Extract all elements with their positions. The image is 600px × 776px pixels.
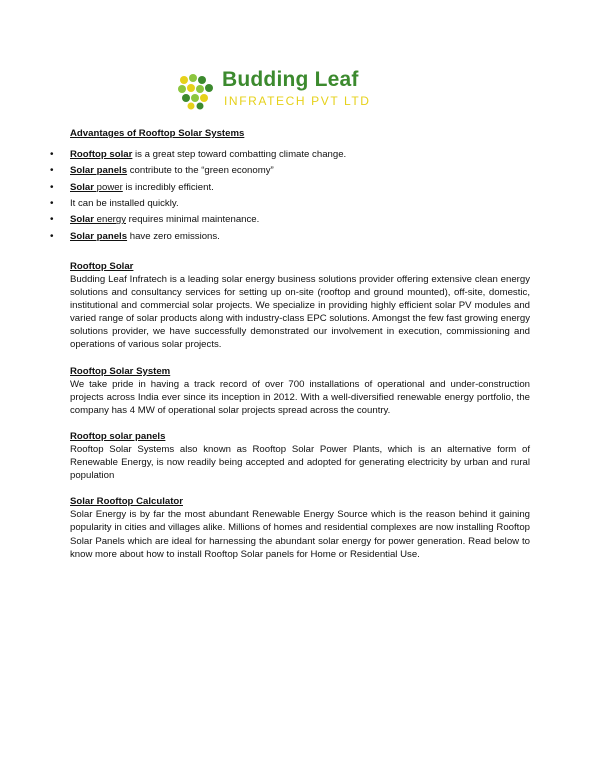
- leaf-dots-icon: [178, 74, 216, 110]
- list-item: [50, 230, 530, 246]
- logo-title: Budding Leaf: [222, 68, 359, 91]
- bullet-text: contribute to the “green economy”: [127, 165, 274, 177]
- section-body: Solar Energy is by far the most abundant Renewable Energy Source which is the reason behind it gaining popularity in cities and villages alike. Millions of homes and residential complexes are now installing Rooftop Solar Panels which are ideal for harnessing the abundant solar energy for power generation. Read below to know more about how to install Rooftop Solar panels for Home or Residential Use.: [70, 509, 530, 560]
- list-item: [50, 213, 530, 229]
- bullet-text: is incredibly efficient.: [122, 181, 214, 193]
- list-item: [50, 164, 530, 180]
- list-item: [50, 197, 530, 213]
- section-body: Budding Leaf Infratech is a leading solar energy business solutions provider offering extensive clean energy solutions and consultancy services for setting up on-site (rooftop and ground mounted), off-site, domestic, institutional and commercial solar projects. We specialize in providing highly efficient solar PV modules and varied range of solar products along with industry-class EPC solutions. Amongst the few fast growing energy solutions provider, we have successfully demonstrated our involvement in execution, commissioning and operations of various solar projects.: [70, 273, 530, 351]
- bullet-lead-link[interactable]: Solar: [70, 181, 94, 193]
- section-rooftop-solar-system: [70, 365, 530, 417]
- bullet-link[interactable]: power: [94, 181, 123, 193]
- section-title[interactable]: Solar Rooftop Calculator: [70, 496, 183, 508]
- bullet-lead-link[interactable]: Solar: [70, 214, 94, 226]
- section-solar-rooftop-calculator: [70, 495, 530, 560]
- bullet-text: have zero emissions.: [127, 230, 220, 242]
- bullet-text: requires minimal maintenance.: [126, 214, 260, 226]
- bullet-text: is a great step toward combatting climate change.: [132, 149, 347, 161]
- bullet-text: It can be installed quickly.: [70, 197, 179, 209]
- bullet-lead-link[interactable]: Solar panels: [70, 230, 128, 242]
- list-item: [50, 148, 530, 164]
- company-logo: [178, 70, 388, 114]
- logo-subtitle: INFRATECH PVT LTD: [224, 94, 371, 108]
- bullet-link[interactable]: energy: [94, 214, 126, 226]
- advantages-list: [50, 148, 530, 246]
- document-body: [70, 127, 530, 574]
- document-heading: Advantages of Rooftop Solar Systems: [70, 128, 245, 139]
- section-body: We take pride in having a track record of over 700 installations of operational and under-construction projects across India ever since its inception in 2012. With a well-diversified renewable energy portfolio, the company has 4 MW of operational solar projects spread across the country.: [70, 378, 530, 416]
- section-rooftop-solar: [70, 260, 530, 352]
- section-rooftop-solar-panels: [70, 430, 530, 482]
- section-title[interactable]: Rooftop Solar System: [70, 365, 171, 377]
- section-body: Rooftop Solar Systems also known as Rooftop Solar Power Plants, which is an alternative form of Renewable Energy, is now readily being accepted and adopted for generating electricity by urban and rural population: [70, 444, 530, 482]
- section-title[interactable]: Rooftop solar panels: [70, 430, 166, 442]
- bullet-lead-link[interactable]: Solar panels: [70, 165, 128, 177]
- section-title[interactable]: Rooftop Solar: [70, 260, 134, 272]
- bullet-lead-link[interactable]: Rooftop solar: [70, 149, 133, 161]
- list-item: [50, 181, 530, 197]
